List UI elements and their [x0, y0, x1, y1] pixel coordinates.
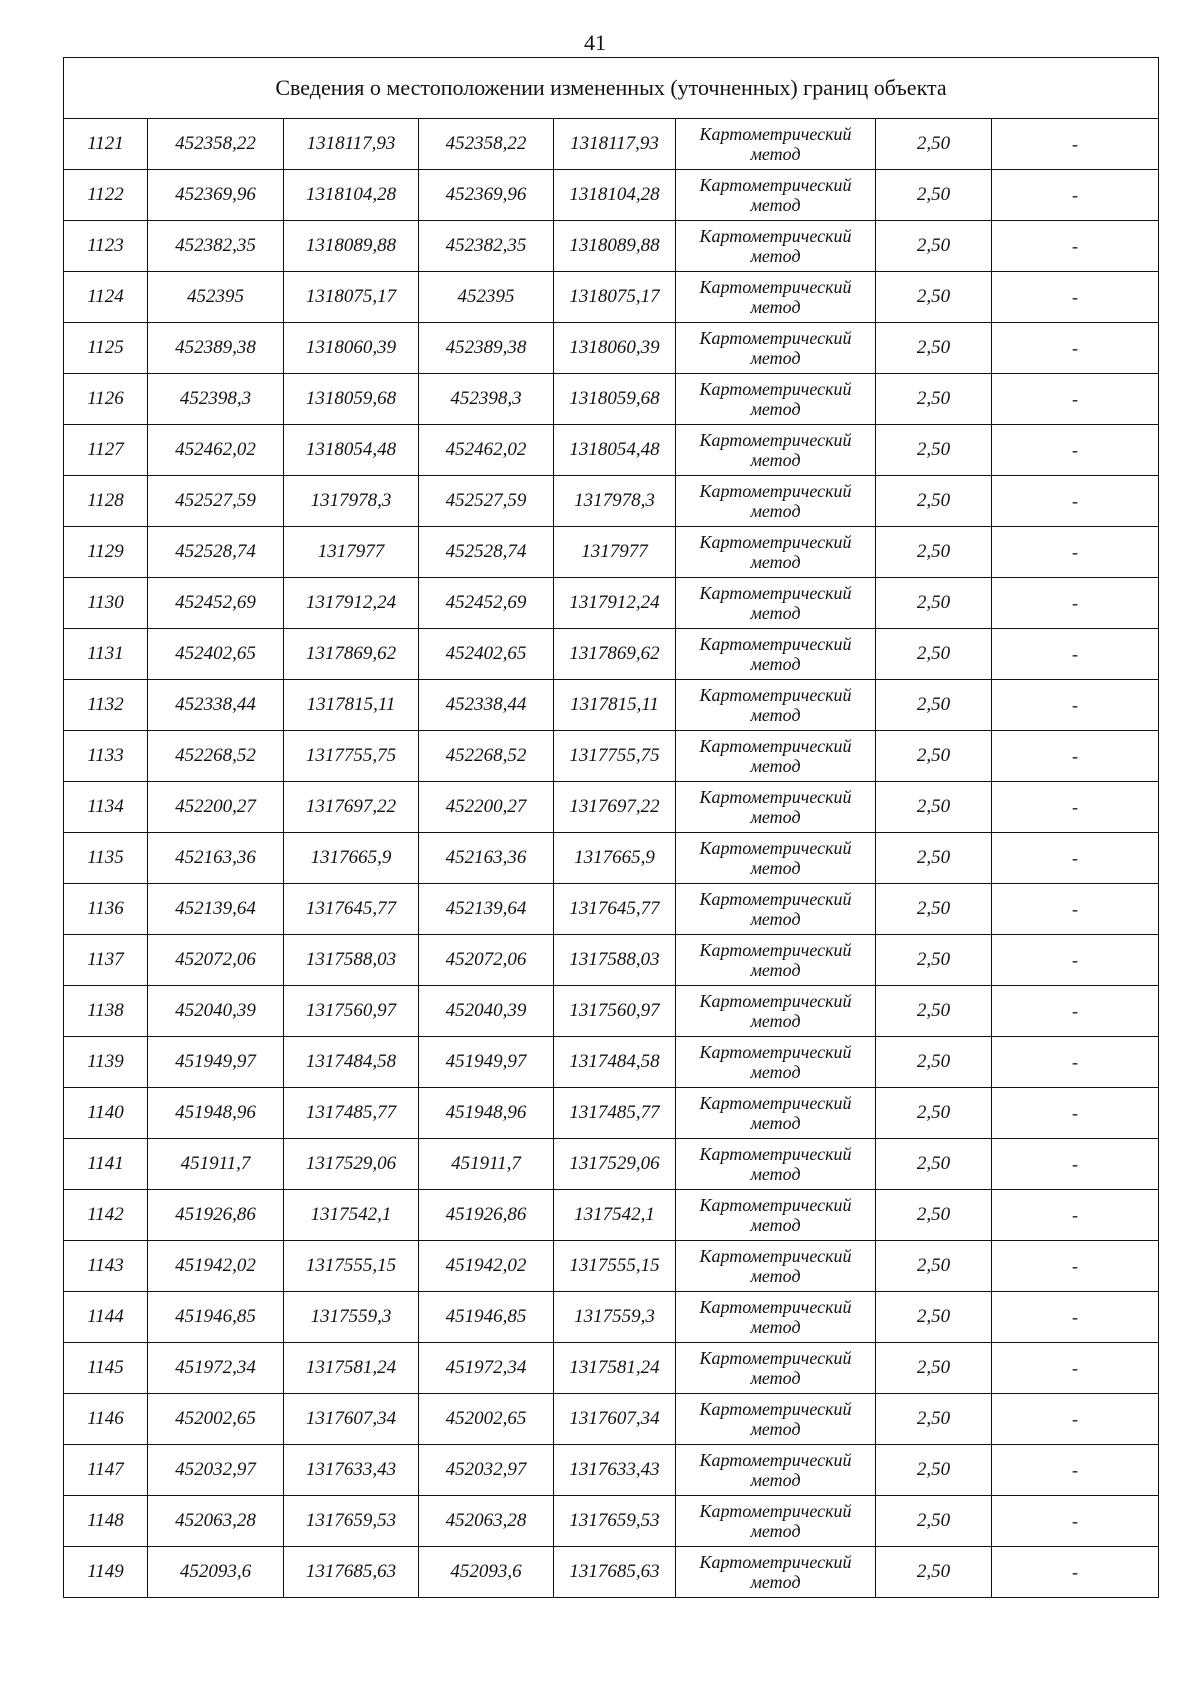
note-cell: - — [992, 221, 1159, 272]
page-number: 41 — [584, 30, 606, 55]
x-old-cell: 451948,96 — [148, 1088, 284, 1139]
method-cell: Картометрический метод — [676, 833, 876, 884]
method-cell: Картометрический метод — [676, 119, 876, 170]
x-new-cell: 452032,97 — [419, 1445, 554, 1496]
y-old-cell: 1317815,11 — [284, 680, 419, 731]
y-old-cell: 1317912,24 — [284, 578, 419, 629]
point-number-cell: 1135 — [64, 833, 148, 884]
boundary-coordinates-table — [63, 57, 1159, 1598]
accuracy-cell: 2,50 — [876, 680, 992, 731]
y-new-cell: 1317581,24 — [554, 1343, 676, 1394]
y-old-cell: 1317633,43 — [284, 1445, 419, 1496]
point-number-cell: 1126 — [64, 374, 148, 425]
x-old-cell: 452358,22 — [148, 119, 284, 170]
note-cell: - — [992, 119, 1159, 170]
x-new-cell: 452358,22 — [419, 119, 554, 170]
y-new-cell: 1317484,58 — [554, 1037, 676, 1088]
note-cell: - — [992, 1037, 1159, 1088]
accuracy-cell: 2,50 — [876, 119, 992, 170]
x-old-cell: 452462,02 — [148, 425, 284, 476]
accuracy-cell: 2,50 — [876, 1190, 992, 1241]
point-number-cell: 1130 — [64, 578, 148, 629]
point-number-cell: 1121 — [64, 119, 148, 170]
x-old-cell: 452268,52 — [148, 731, 284, 782]
x-new-cell: 452063,28 — [419, 1496, 554, 1547]
y-new-cell: 1318075,17 — [554, 272, 676, 323]
table-row — [64, 1139, 1159, 1190]
x-new-cell: 452395 — [419, 272, 554, 323]
accuracy-cell: 2,50 — [876, 1496, 992, 1547]
method-cell: Картометрический метод — [676, 374, 876, 425]
y-new-cell: 1317755,75 — [554, 731, 676, 782]
point-number-cell: 1131 — [64, 629, 148, 680]
point-number-cell: 1125 — [64, 323, 148, 374]
y-old-cell: 1317685,63 — [284, 1547, 419, 1598]
y-new-cell: 1317559,3 — [554, 1292, 676, 1343]
x-new-cell: 452389,38 — [419, 323, 554, 374]
y-new-cell: 1318059,68 — [554, 374, 676, 425]
y-old-cell: 1318060,39 — [284, 323, 419, 374]
note-cell: - — [992, 1496, 1159, 1547]
table-title: Сведения о местоположении измененных (уточненных) границ объекта — [64, 58, 1159, 119]
accuracy-cell: 2,50 — [876, 1088, 992, 1139]
x-new-cell: 452382,35 — [419, 221, 554, 272]
method-cell: Картометрический метод — [676, 1037, 876, 1088]
x-new-cell: 452139,64 — [419, 884, 554, 935]
y-old-cell: 1317555,15 — [284, 1241, 419, 1292]
y-old-cell: 1317542,1 — [284, 1190, 419, 1241]
x-old-cell: 452032,97 — [148, 1445, 284, 1496]
x-old-cell: 452395 — [148, 272, 284, 323]
point-number-cell: 1139 — [64, 1037, 148, 1088]
table-row — [64, 782, 1159, 833]
note-cell: - — [992, 1088, 1159, 1139]
y-old-cell: 1317665,9 — [284, 833, 419, 884]
accuracy-cell: 2,50 — [876, 476, 992, 527]
method-cell: Картометрический метод — [676, 1241, 876, 1292]
accuracy-cell: 2,50 — [876, 935, 992, 986]
x-new-cell: 451949,97 — [419, 1037, 554, 1088]
y-old-cell: 1318075,17 — [284, 272, 419, 323]
note-cell: - — [992, 527, 1159, 578]
x-old-cell: 452398,3 — [148, 374, 284, 425]
method-cell: Картометрический метод — [676, 1088, 876, 1139]
x-old-cell: 452527,59 — [148, 476, 284, 527]
point-number-cell: 1149 — [64, 1547, 148, 1598]
point-number-cell: 1134 — [64, 782, 148, 833]
method-cell: Картометрический метод — [676, 527, 876, 578]
x-old-cell: 452200,27 — [148, 782, 284, 833]
accuracy-cell: 2,50 — [876, 782, 992, 833]
point-number-cell: 1143 — [64, 1241, 148, 1292]
accuracy-cell: 2,50 — [876, 1292, 992, 1343]
note-cell: - — [992, 935, 1159, 986]
table-row — [64, 323, 1159, 374]
x-old-cell: 451972,34 — [148, 1343, 284, 1394]
y-old-cell: 1317645,77 — [284, 884, 419, 935]
method-cell: Картометрический метод — [676, 986, 876, 1037]
method-cell: Картометрический метод — [676, 1190, 876, 1241]
y-new-cell: 1317685,63 — [554, 1547, 676, 1598]
table-row — [64, 935, 1159, 986]
note-cell: - — [992, 1139, 1159, 1190]
method-cell: Картометрический метод — [676, 1139, 876, 1190]
note-cell: - — [992, 986, 1159, 1037]
x-new-cell: 451926,86 — [419, 1190, 554, 1241]
point-number-cell: 1148 — [64, 1496, 148, 1547]
y-new-cell: 1317697,22 — [554, 782, 676, 833]
x-new-cell: 452002,65 — [419, 1394, 554, 1445]
note-cell: - — [992, 1394, 1159, 1445]
x-old-cell: 451946,85 — [148, 1292, 284, 1343]
x-new-cell: 452398,3 — [419, 374, 554, 425]
note-cell: - — [992, 1190, 1159, 1241]
y-new-cell: 1317869,62 — [554, 629, 676, 680]
accuracy-cell: 2,50 — [876, 731, 992, 782]
y-new-cell: 1317977 — [554, 527, 676, 578]
x-new-cell: 451911,7 — [419, 1139, 554, 1190]
y-new-cell: 1318089,88 — [554, 221, 676, 272]
y-old-cell: 1318089,88 — [284, 221, 419, 272]
point-number-cell: 1132 — [64, 680, 148, 731]
accuracy-cell: 2,50 — [876, 1241, 992, 1292]
table-row — [64, 476, 1159, 527]
point-number-cell: 1137 — [64, 935, 148, 986]
method-cell: Картометрический метод — [676, 1292, 876, 1343]
accuracy-cell: 2,50 — [876, 527, 992, 578]
y-new-cell: 1317555,15 — [554, 1241, 676, 1292]
y-new-cell: 1317659,53 — [554, 1496, 676, 1547]
note-cell: - — [992, 170, 1159, 221]
point-number-cell: 1146 — [64, 1394, 148, 1445]
x-old-cell: 452063,28 — [148, 1496, 284, 1547]
y-new-cell: 1317633,43 — [554, 1445, 676, 1496]
y-old-cell: 1317977 — [284, 527, 419, 578]
x-old-cell: 451942,02 — [148, 1241, 284, 1292]
x-old-cell: 452382,35 — [148, 221, 284, 272]
table-row — [64, 1088, 1159, 1139]
note-cell: - — [992, 782, 1159, 833]
accuracy-cell: 2,50 — [876, 425, 992, 476]
table-row — [64, 170, 1159, 221]
x-old-cell: 452452,69 — [148, 578, 284, 629]
y-old-cell: 1318104,28 — [284, 170, 419, 221]
x-old-cell: 452072,06 — [148, 935, 284, 986]
y-new-cell: 1317529,06 — [554, 1139, 676, 1190]
note-cell: - — [992, 374, 1159, 425]
accuracy-cell: 2,50 — [876, 1139, 992, 1190]
table-row — [64, 1343, 1159, 1394]
point-number-cell: 1123 — [64, 221, 148, 272]
x-new-cell: 452072,06 — [419, 935, 554, 986]
accuracy-cell: 2,50 — [876, 629, 992, 680]
accuracy-cell: 2,50 — [876, 884, 992, 935]
method-cell: Картометрический метод — [676, 323, 876, 374]
method-cell: Картометрический метод — [676, 680, 876, 731]
x-new-cell: 452040,39 — [419, 986, 554, 1037]
x-old-cell: 452389,38 — [148, 323, 284, 374]
x-new-cell: 452093,6 — [419, 1547, 554, 1598]
x-old-cell: 452002,65 — [148, 1394, 284, 1445]
x-new-cell: 452452,69 — [419, 578, 554, 629]
x-new-cell: 452200,27 — [419, 782, 554, 833]
accuracy-cell: 2,50 — [876, 1037, 992, 1088]
method-cell: Картометрический метод — [676, 782, 876, 833]
method-cell: Картометрический метод — [676, 476, 876, 527]
accuracy-cell: 2,50 — [876, 1445, 992, 1496]
point-number-cell: 1145 — [64, 1343, 148, 1394]
table-row — [64, 119, 1159, 170]
accuracy-cell: 2,50 — [876, 833, 992, 884]
note-cell: - — [992, 476, 1159, 527]
method-cell: Картометрический метод — [676, 935, 876, 986]
accuracy-cell: 2,50 — [876, 986, 992, 1037]
note-cell: - — [992, 629, 1159, 680]
method-cell: Картометрический метод — [676, 1394, 876, 1445]
y-new-cell: 1317978,3 — [554, 476, 676, 527]
y-new-cell: 1318054,48 — [554, 425, 676, 476]
note-cell: - — [992, 425, 1159, 476]
y-old-cell: 1317529,06 — [284, 1139, 419, 1190]
method-cell: Картометрический метод — [676, 731, 876, 782]
method-cell: Картометрический метод — [676, 884, 876, 935]
x-new-cell: 452527,59 — [419, 476, 554, 527]
y-old-cell: 1317659,53 — [284, 1496, 419, 1547]
note-cell: - — [992, 680, 1159, 731]
x-old-cell: 452528,74 — [148, 527, 284, 578]
x-old-cell: 451949,97 — [148, 1037, 284, 1088]
note-cell: - — [992, 1241, 1159, 1292]
x-new-cell: 452268,52 — [419, 731, 554, 782]
point-number-cell: 1127 — [64, 425, 148, 476]
table-row — [64, 1190, 1159, 1241]
point-number-cell: 1140 — [64, 1088, 148, 1139]
table-row — [64, 1037, 1159, 1088]
accuracy-cell: 2,50 — [876, 1547, 992, 1598]
method-cell: Картометрический метод — [676, 1496, 876, 1547]
y-new-cell: 1317815,11 — [554, 680, 676, 731]
table-row — [64, 578, 1159, 629]
y-new-cell: 1317912,24 — [554, 578, 676, 629]
y-old-cell: 1317484,58 — [284, 1037, 419, 1088]
x-old-cell: 452369,96 — [148, 170, 284, 221]
point-number-cell: 1124 — [64, 272, 148, 323]
point-number-cell: 1122 — [64, 170, 148, 221]
y-new-cell: 1317542,1 — [554, 1190, 676, 1241]
note-cell: - — [992, 578, 1159, 629]
x-old-cell: 451926,86 — [148, 1190, 284, 1241]
note-cell: - — [992, 833, 1159, 884]
table-row — [64, 425, 1159, 476]
table-row — [64, 1292, 1159, 1343]
note-cell: - — [992, 1292, 1159, 1343]
table-row — [64, 731, 1159, 782]
method-cell: Картометрический метод — [676, 629, 876, 680]
x-new-cell: 452402,65 — [419, 629, 554, 680]
x-old-cell: 452139,64 — [148, 884, 284, 935]
x-new-cell: 452528,74 — [419, 527, 554, 578]
method-cell: Картометрический метод — [676, 578, 876, 629]
point-number-cell: 1147 — [64, 1445, 148, 1496]
table-row — [64, 272, 1159, 323]
table-row — [64, 1394, 1159, 1445]
y-new-cell: 1317588,03 — [554, 935, 676, 986]
accuracy-cell: 2,50 — [876, 1394, 992, 1445]
y-old-cell: 1317581,24 — [284, 1343, 419, 1394]
table-row — [64, 1445, 1159, 1496]
y-old-cell: 1317978,3 — [284, 476, 419, 527]
y-old-cell: 1317755,75 — [284, 731, 419, 782]
y-old-cell: 1317560,97 — [284, 986, 419, 1037]
x-old-cell: 451911,7 — [148, 1139, 284, 1190]
x-new-cell: 452338,44 — [419, 680, 554, 731]
note-cell: - — [992, 1547, 1159, 1598]
x-old-cell: 452163,36 — [148, 833, 284, 884]
accuracy-cell: 2,50 — [876, 272, 992, 323]
accuracy-cell: 2,50 — [876, 578, 992, 629]
y-new-cell: 1318060,39 — [554, 323, 676, 374]
table-row — [64, 1241, 1159, 1292]
y-new-cell: 1317665,9 — [554, 833, 676, 884]
x-old-cell: 452040,39 — [148, 986, 284, 1037]
x-new-cell: 451942,02 — [419, 1241, 554, 1292]
point-number-cell: 1128 — [64, 476, 148, 527]
y-old-cell: 1318054,48 — [284, 425, 419, 476]
accuracy-cell: 2,50 — [876, 1343, 992, 1394]
note-cell: - — [992, 323, 1159, 374]
y-new-cell: 1317485,77 — [554, 1088, 676, 1139]
table-row — [64, 527, 1159, 578]
table-row — [64, 1496, 1159, 1547]
y-old-cell: 1317485,77 — [284, 1088, 419, 1139]
y-new-cell: 1317645,77 — [554, 884, 676, 935]
note-cell: - — [992, 1343, 1159, 1394]
point-number-cell: 1141 — [64, 1139, 148, 1190]
table-row — [64, 986, 1159, 1037]
x-new-cell: 451972,34 — [419, 1343, 554, 1394]
point-number-cell: 1129 — [64, 527, 148, 578]
accuracy-cell: 2,50 — [876, 374, 992, 425]
x-new-cell: 451946,85 — [419, 1292, 554, 1343]
y-new-cell: 1318117,93 — [554, 119, 676, 170]
method-cell: Картометрический метод — [676, 1343, 876, 1394]
x-old-cell: 452338,44 — [148, 680, 284, 731]
x-old-cell: 452402,65 — [148, 629, 284, 680]
method-cell: Картометрический метод — [676, 1547, 876, 1598]
table-row — [64, 833, 1159, 884]
note-cell: - — [992, 272, 1159, 323]
point-number-cell: 1142 — [64, 1190, 148, 1241]
y-new-cell: 1318104,28 — [554, 170, 676, 221]
method-cell: Картометрический метод — [676, 1445, 876, 1496]
note-cell: - — [992, 1445, 1159, 1496]
accuracy-cell: 2,50 — [876, 323, 992, 374]
y-old-cell: 1317697,22 — [284, 782, 419, 833]
y-new-cell: 1317607,34 — [554, 1394, 676, 1445]
method-cell: Картометрический метод — [676, 170, 876, 221]
point-number-cell: 1144 — [64, 1292, 148, 1343]
table-row — [64, 680, 1159, 731]
y-old-cell: 1317607,34 — [284, 1394, 419, 1445]
point-number-cell: 1136 — [64, 884, 148, 935]
accuracy-cell: 2,50 — [876, 221, 992, 272]
note-cell: - — [992, 731, 1159, 782]
y-old-cell: 1318059,68 — [284, 374, 419, 425]
point-number-cell: 1138 — [64, 986, 148, 1037]
y-old-cell: 1317869,62 — [284, 629, 419, 680]
x-new-cell: 452163,36 — [419, 833, 554, 884]
y-old-cell: 1318117,93 — [284, 119, 419, 170]
table-row — [64, 374, 1159, 425]
table-row — [64, 884, 1159, 935]
note-cell: - — [992, 884, 1159, 935]
method-cell: Картометрический метод — [676, 221, 876, 272]
x-new-cell: 452462,02 — [419, 425, 554, 476]
method-cell: Картометрический метод — [676, 272, 876, 323]
y-new-cell: 1317560,97 — [554, 986, 676, 1037]
table-row — [64, 221, 1159, 272]
y-old-cell: 1317559,3 — [284, 1292, 419, 1343]
y-old-cell: 1317588,03 — [284, 935, 419, 986]
method-cell: Картометрический метод — [676, 425, 876, 476]
x-new-cell: 452369,96 — [419, 170, 554, 221]
point-number-cell: 1133 — [64, 731, 148, 782]
x-new-cell: 451948,96 — [419, 1088, 554, 1139]
x-old-cell: 452093,6 — [148, 1547, 284, 1598]
table-row — [64, 1547, 1159, 1598]
accuracy-cell: 2,50 — [876, 170, 992, 221]
table-row — [64, 629, 1159, 680]
